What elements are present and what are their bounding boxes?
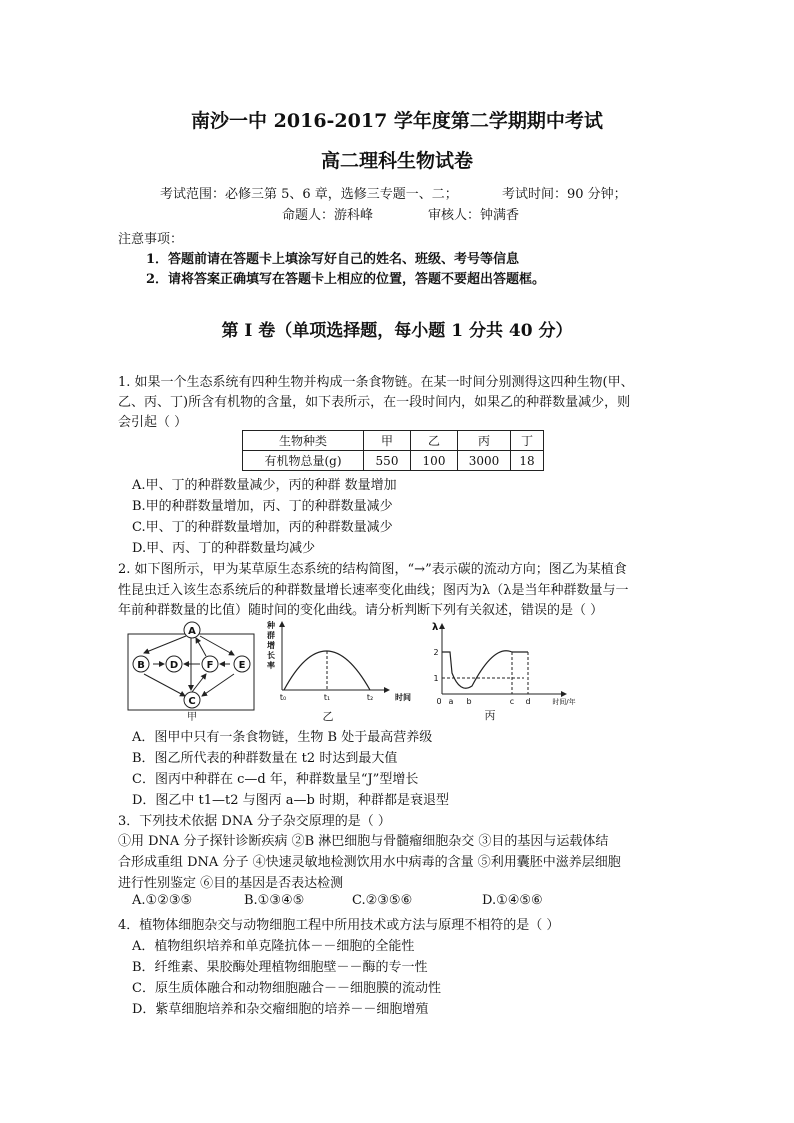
q4-option-a: A．植物组织培养和单克隆抗体－－细胞的全能性 [132,939,415,954]
table-cell: 100 [411,451,458,471]
q4-stem-line: 4．植物体细胞杂交与动物细胞工程中所用技术或方法与原理不相符的是（ ） [118,918,560,933]
table-header-cell: 丁 [511,431,544,451]
table-cell: 有机物总量(g) [243,451,364,471]
bing-xlabel: 时间/年 [552,698,576,706]
q3-option-d: D.①④⑤⑥ [482,893,543,908]
q2-option-d: D．图乙中 t1—t2 与图丙 a—b 时期，种群都是衰退型 [132,793,450,808]
exam-title: 南沙一中 2016-2017 学年度第二学期期中考试 [191,110,603,132]
section-title: 第 I 卷（单项选择题，每小题 1 分共 40 分） [221,321,573,341]
bing-tick-d: d [525,697,531,706]
jia-node-label: A [188,626,196,637]
yi-ylabel-char: 长 [267,651,275,660]
q2-stem-line: 年前种群数量的比值）随时间的变化曲线。请分析判断下列有关叙述，错误的是（ ） [118,603,604,618]
jia-arrow [200,636,234,655]
bing-tick-1: 1 [433,674,439,683]
q1-option-d: D.甲、丙、丁的种群数量均减少 [132,541,316,556]
jia-node-label: D [169,660,179,671]
table-header-cell: 丙 [458,431,511,451]
q2-option-b: B．图乙所代表的种群数量在 t2 时达到最大值 [132,751,398,766]
q3-stem-line: ①用 DNA 分子探针诊断疾病 ②B 淋巴细胞与骨髓瘤细胞杂交 ③目的基因与运载体结 [118,834,609,849]
q1-stem-line: 1. 如果一个生态系统有四种生物并构成一条食物链。在某一时间分别测得这四种生物(甲、 [118,375,634,390]
bing-caption: 丙 [484,709,496,722]
table-header-cell: 生物种类 [243,431,364,451]
bing-curve [442,651,528,688]
yi-ylabel-char: 群 [267,631,275,640]
exam-scope: 考试范围：必修三第 5、6 章，选修三专题一、二； [160,187,458,202]
note-item: 1．答题前请在答题卡上填涂写好自己的姓名、班级、考号等信息 [146,252,520,267]
table-header-cell: 甲 [364,431,411,451]
bing-tick-a: a [448,697,454,706]
q3-stem-line: 合形成重组 DNA 分子 ④快速灵敏地检测饮用水中病毒的含量 ⑤利用囊胚中滋养层细胞 [118,855,621,870]
jia-arrow [144,674,185,696]
note-item: 2．请将答案正确填写在答题卡上相应的位置，答题不要超出答题框。 [146,272,546,287]
notes-label: 注意事项： [118,232,184,247]
yi-xlabel: 时间 [395,693,411,702]
q2-stem-line: 性昆虫迁入该生态系统后的种群数量增长速率变化曲线；图丙为λ（λ是当年种群数量与一 [118,583,629,598]
bing-origin: 0 [436,697,442,706]
q1-option-b: B.甲的种群数量增加，丙、丁的种群数量减少 [132,499,393,514]
q1-option-a: A.甲、丁的种群数量减少，丙的种群 数量增加 [132,478,397,493]
jia-arrow [202,674,234,696]
jia-node-label: E [238,660,246,671]
exam-author: 命题人：游科峰 [282,208,374,223]
q3-option-a: A.①②③⑤ [132,893,193,908]
table-header-row [243,431,544,451]
yi-caption: 乙 [322,710,334,722]
q3-stem-line: 进行性别鉴定 ⑥目的基因是否表达检测 [118,876,344,891]
q4-option-c: C．原生质体融合和动物细胞融合－－细胞膜的流动性 [132,981,441,996]
q1-stem-line: 乙、丙、丁)所含有机物的含量，如下表所示，在一段时间内，如果乙的种群数量减少，则 [118,395,631,410]
q2-option-c: C．图丙中种群在 c—d 年，种群数量呈“J”型增长 [132,772,419,787]
yi-tick-t0: t₀ [279,693,287,702]
jia-node-label: C [188,696,196,707]
yi-ylabel-char: 种 [267,621,275,630]
table-cell: 18 [511,451,544,471]
bing-tick-c: c [509,697,515,706]
jia-node-label: B [137,660,145,671]
q4-option-d: D．紫草细胞培养和杂交瘤细胞的培养－－细胞增殖 [132,1002,429,1017]
jia-arrow [192,674,206,692]
q1-stem-line: 会引起（ ） [118,415,188,430]
bing-ylabel: λ [432,622,439,633]
figure-jia-diagram [122,618,262,722]
yi-ylabel-char: 率 [267,661,275,670]
q3-stem-line: 3．下列技术依据 DNA 分子杂交原理的是（ ） [118,814,391,829]
exam-subtitle: 高二理科生物试卷 [320,150,473,172]
q1-table [242,430,544,471]
q2-option-a: A．图甲中只有一条食物链，生物 B 处于最高营养级 [132,730,433,745]
q4-option-b: B．纤维素、果胶酶处理植物细胞壁－－酶的专一性 [132,960,428,975]
yi-tick-t2: t₂ [366,693,374,702]
table-header-cell: 乙 [411,431,458,451]
jia-caption: 甲 [187,712,197,722]
q3-option-b: B.①③④⑤ [244,893,305,908]
table-row [243,451,544,471]
figure-bing-chart [424,618,594,722]
bing-tick-2: 2 [433,648,439,657]
q1-option-c: C.甲、丁的种群数量增加，丙的种群数量减少 [132,520,393,535]
table-cell: 3000 [458,451,511,471]
q3-option-c: C.②③⑤⑥ [352,893,413,908]
jia-arrow [196,638,206,656]
yi-ylabel-char: 增 [267,641,275,650]
yi-tick-t1: t₁ [323,693,331,702]
exam-time: 考试时间：90 分钟； [502,187,627,202]
figure-yi-chart [264,618,424,722]
bing-tick-b: b [466,697,472,706]
jia-node-label: F [206,660,214,671]
q2-stem-line: 2. 如下图所示，甲为某草原生态系统的结构简图，“→”表示碳的流动方向；图乙为某植食 [118,562,627,577]
jia-arrow [144,636,186,653]
exam-reviewer: 审核人：钟满香 [428,208,520,223]
table-cell: 550 [364,451,411,471]
